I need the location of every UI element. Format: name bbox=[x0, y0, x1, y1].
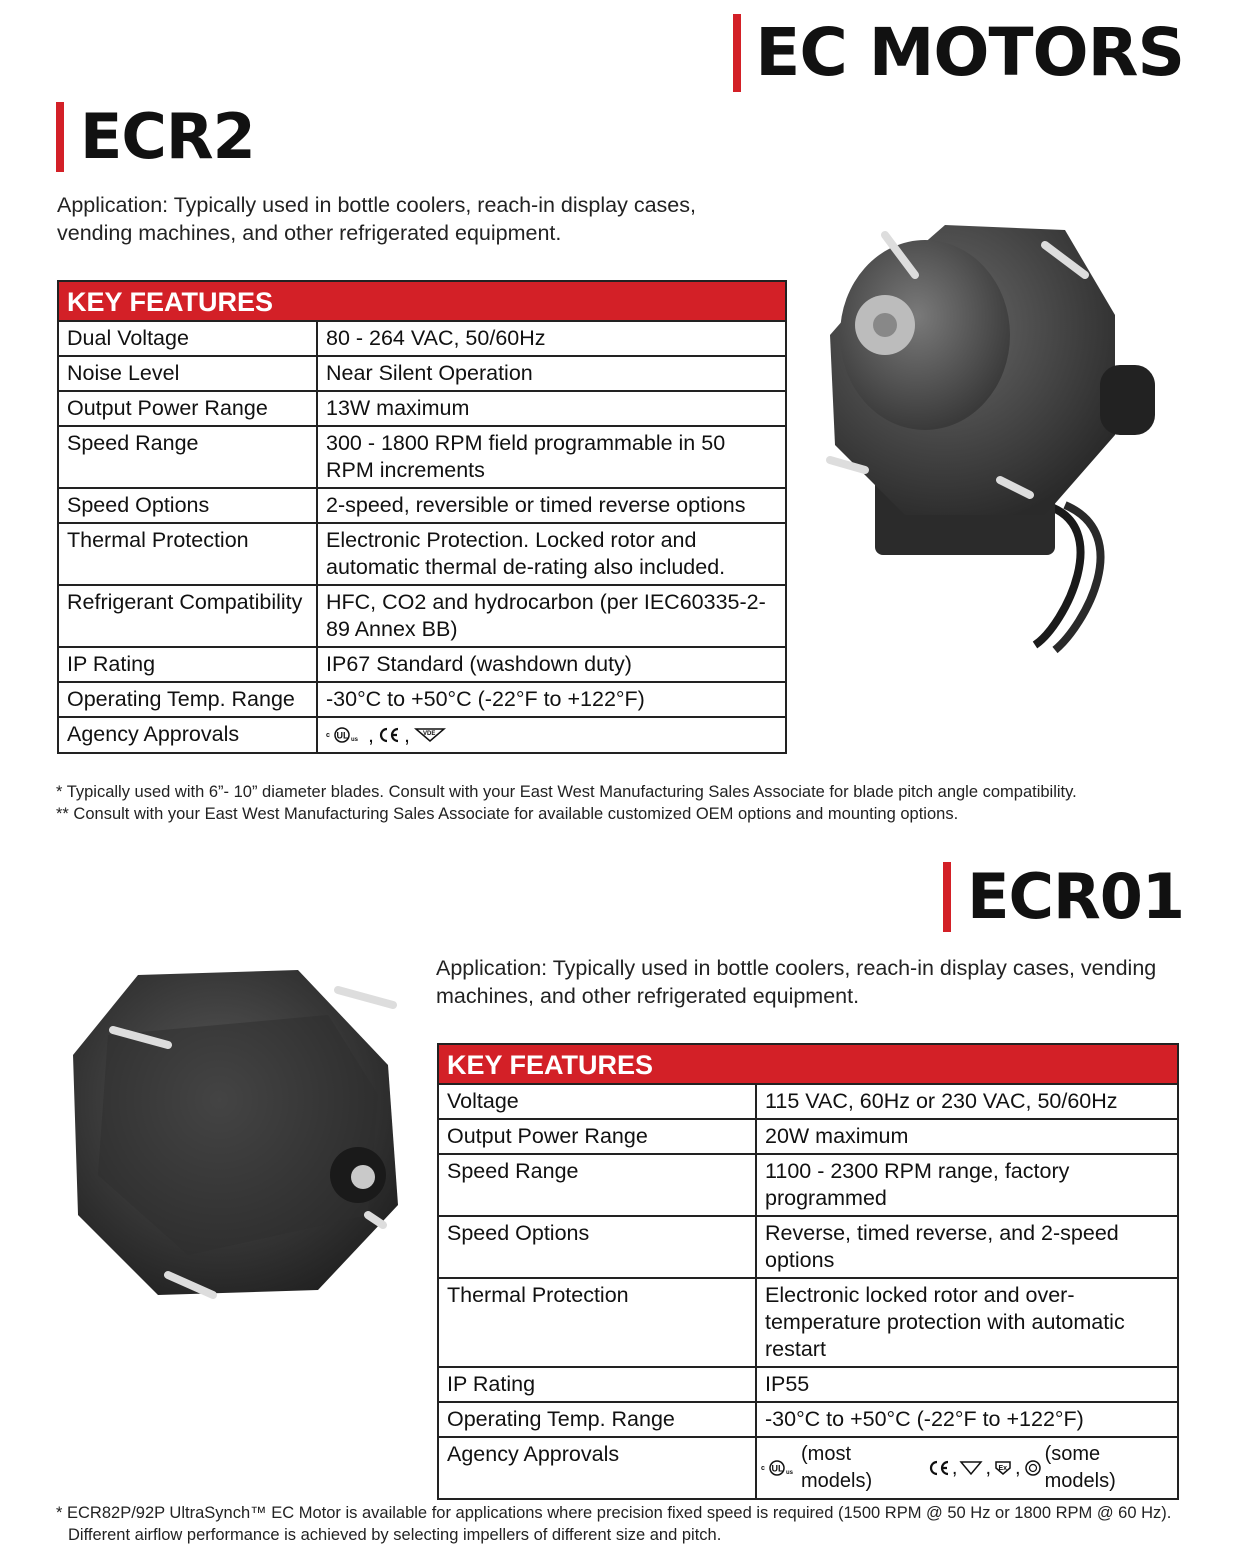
feature-label: Noise Level bbox=[58, 356, 317, 391]
separator: , bbox=[403, 722, 410, 747]
table-header: KEY FEATURES bbox=[58, 281, 786, 321]
feature-value: 1100 - 2300 RPM range, factory programmed bbox=[756, 1154, 1178, 1216]
feature-label: Thermal Protection bbox=[58, 523, 317, 585]
table-row bbox=[438, 1216, 1178, 1278]
ecr01-heading-text: ECR01 bbox=[967, 860, 1184, 933]
ecr2-application: Application: Typically used in bottle coolers, reach-in display cases, vending machines, and other refrigerated equipment. bbox=[57, 193, 696, 245]
feature-label: IP Rating bbox=[438, 1367, 756, 1402]
vde-mark-icon bbox=[414, 727, 446, 743]
ce-mark-icon bbox=[378, 727, 400, 743]
ecr01-footnotes bbox=[56, 1502, 1196, 1546]
svg-text:UL: UL bbox=[336, 730, 349, 741]
table-row bbox=[58, 717, 786, 753]
table-row bbox=[438, 1437, 1178, 1499]
page-title-text: EC MOTORS bbox=[755, 14, 1184, 91]
ul-mark-icon bbox=[761, 1460, 799, 1476]
svg-text:c: c bbox=[761, 1465, 765, 1472]
agency-marks bbox=[761, 1441, 1175, 1495]
table-row bbox=[58, 523, 786, 585]
ecr01-motor-photo bbox=[68, 955, 408, 1310]
table-row bbox=[438, 1154, 1178, 1216]
feature-value: 300 - 1800 RPM field programmable in 50 RPM increments bbox=[317, 426, 786, 488]
feature-label: Speed Options bbox=[438, 1216, 756, 1278]
footnote: ** Consult with your East West Manufacturing Sales Associate for available customized OEM options and mounting options. bbox=[56, 805, 959, 823]
table-row bbox=[58, 356, 786, 391]
feature-label: Speed Options bbox=[58, 488, 317, 523]
ul-mark-icon bbox=[326, 727, 364, 743]
vde-mark-icon bbox=[959, 1460, 983, 1476]
ecr2-footnotes bbox=[56, 781, 1196, 825]
separator: , bbox=[951, 1456, 958, 1479]
feature-value: 13W maximum bbox=[317, 391, 786, 426]
feature-label: Agency Approvals bbox=[438, 1437, 756, 1499]
ecr2-key-features-table bbox=[57, 280, 787, 754]
table-row bbox=[58, 682, 786, 717]
some-models-note: (some models) bbox=[1044, 1443, 1116, 1492]
feature-value: 2-speed, reversible or timed reverse options bbox=[317, 488, 786, 523]
motor-photo-icon bbox=[815, 205, 1185, 660]
table-row bbox=[58, 321, 786, 356]
table-row bbox=[438, 1367, 1178, 1402]
ecr01-key-features-table bbox=[437, 1043, 1179, 1500]
feature-value: IP67 Standard (washdown duty) bbox=[317, 647, 786, 682]
svg-text:us: us bbox=[351, 737, 359, 744]
feature-value: 20W maximum bbox=[756, 1119, 1178, 1154]
feature-label: Speed Range bbox=[438, 1154, 756, 1216]
feature-value bbox=[317, 717, 786, 753]
ex-mark-icon bbox=[993, 1460, 1013, 1476]
feature-value: Reverse, timed reverse, and 2-speed options bbox=[756, 1216, 1178, 1278]
feature-label: Agency Approvals bbox=[58, 717, 317, 753]
agency-marks bbox=[326, 722, 446, 749]
cqc-mark-icon bbox=[1023, 1460, 1043, 1476]
svg-text:us: us bbox=[786, 1470, 794, 1476]
most-models-note: (most models) bbox=[801, 1443, 873, 1492]
feature-label: Voltage bbox=[438, 1084, 756, 1119]
feature-label: Output Power Range bbox=[58, 391, 317, 426]
feature-label: Refrigerant Compatibility bbox=[58, 585, 317, 647]
separator: , bbox=[368, 722, 374, 747]
feature-value: IP55 bbox=[756, 1367, 1178, 1402]
table-row bbox=[58, 647, 786, 682]
accent-bar bbox=[943, 862, 951, 932]
table-row bbox=[438, 1278, 1178, 1367]
table-header: KEY FEATURES bbox=[438, 1044, 1178, 1084]
svg-text:UL: UL bbox=[771, 1463, 784, 1474]
table-row bbox=[58, 585, 786, 647]
ecr2-motor-photo bbox=[815, 205, 1185, 660]
feature-value: 80 - 264 VAC, 50/60Hz bbox=[317, 321, 786, 356]
table-row bbox=[58, 391, 786, 426]
accent-bar bbox=[56, 102, 64, 172]
feature-label: IP Rating bbox=[58, 647, 317, 682]
ecr2-heading bbox=[56, 102, 255, 172]
table-row bbox=[438, 1119, 1178, 1154]
feature-label: Output Power Range bbox=[438, 1119, 756, 1154]
feature-label: Operating Temp. Range bbox=[58, 682, 317, 717]
feature-value: -30°C to +50°C (-22°F to +122°F) bbox=[756, 1402, 1178, 1437]
svg-text:c: c bbox=[326, 732, 330, 740]
feature-value: Electronic Protection. Locked rotor and automatic thermal de-rating also included. bbox=[317, 523, 786, 585]
table-row bbox=[58, 488, 786, 523]
feature-value bbox=[756, 1437, 1178, 1499]
svg-text:Ex: Ex bbox=[998, 1465, 1008, 1472]
table-row bbox=[438, 1402, 1178, 1437]
motor-photo-icon bbox=[68, 955, 408, 1310]
ecr01-application: Application: Typically used in bottle coolers, reach-in display cases, vending machines, and other refrigerated equipment. bbox=[436, 956, 1157, 1008]
accent-bar bbox=[733, 14, 741, 92]
ecr2-heading-text: ECR2 bbox=[80, 100, 255, 173]
table-row bbox=[58, 426, 786, 488]
ce-mark-icon bbox=[928, 1460, 950, 1476]
feature-value: Near Silent Operation bbox=[317, 356, 786, 391]
svg-text:VDE: VDE bbox=[422, 731, 436, 738]
table-row bbox=[438, 1084, 1178, 1119]
footnote: * Typically used with 6”- 10” diameter blades. Consult with your East West Manufacturing Sales Associate for blade pitch angle compatibility. bbox=[56, 783, 1077, 801]
page-title bbox=[733, 14, 1184, 92]
feature-value: 115 VAC, 60Hz or 230 VAC, 50/60Hz bbox=[756, 1084, 1178, 1119]
feature-label: Dual Voltage bbox=[58, 321, 317, 356]
ecr01-heading bbox=[943, 862, 1184, 932]
separator: , bbox=[1015, 1456, 1021, 1479]
feature-label: Speed Range bbox=[58, 426, 317, 488]
feature-label: Operating Temp. Range bbox=[438, 1402, 756, 1437]
feature-value: Electronic locked rotor and over-temperature protection with automatic restart bbox=[756, 1278, 1178, 1367]
feature-value: HFC, CO2 and hydrocarbon (per IEC60335-2-89 Annex BB) bbox=[317, 585, 786, 647]
separator: , bbox=[985, 1456, 992, 1479]
feature-value: -30°C to +50°C (-22°F to +122°F) bbox=[317, 682, 786, 717]
feature-label: Thermal Protection bbox=[438, 1278, 756, 1367]
footnote: * ECR82P/92P UltraSynch™ EC Motor is available for applications where precision fixed speed is required (1500 RPM @ 50 Hz or 1800 RPM @ 60 Hz). Different airflow performance is achieved by selecting impellers of different size and pitch. bbox=[56, 1504, 1172, 1544]
